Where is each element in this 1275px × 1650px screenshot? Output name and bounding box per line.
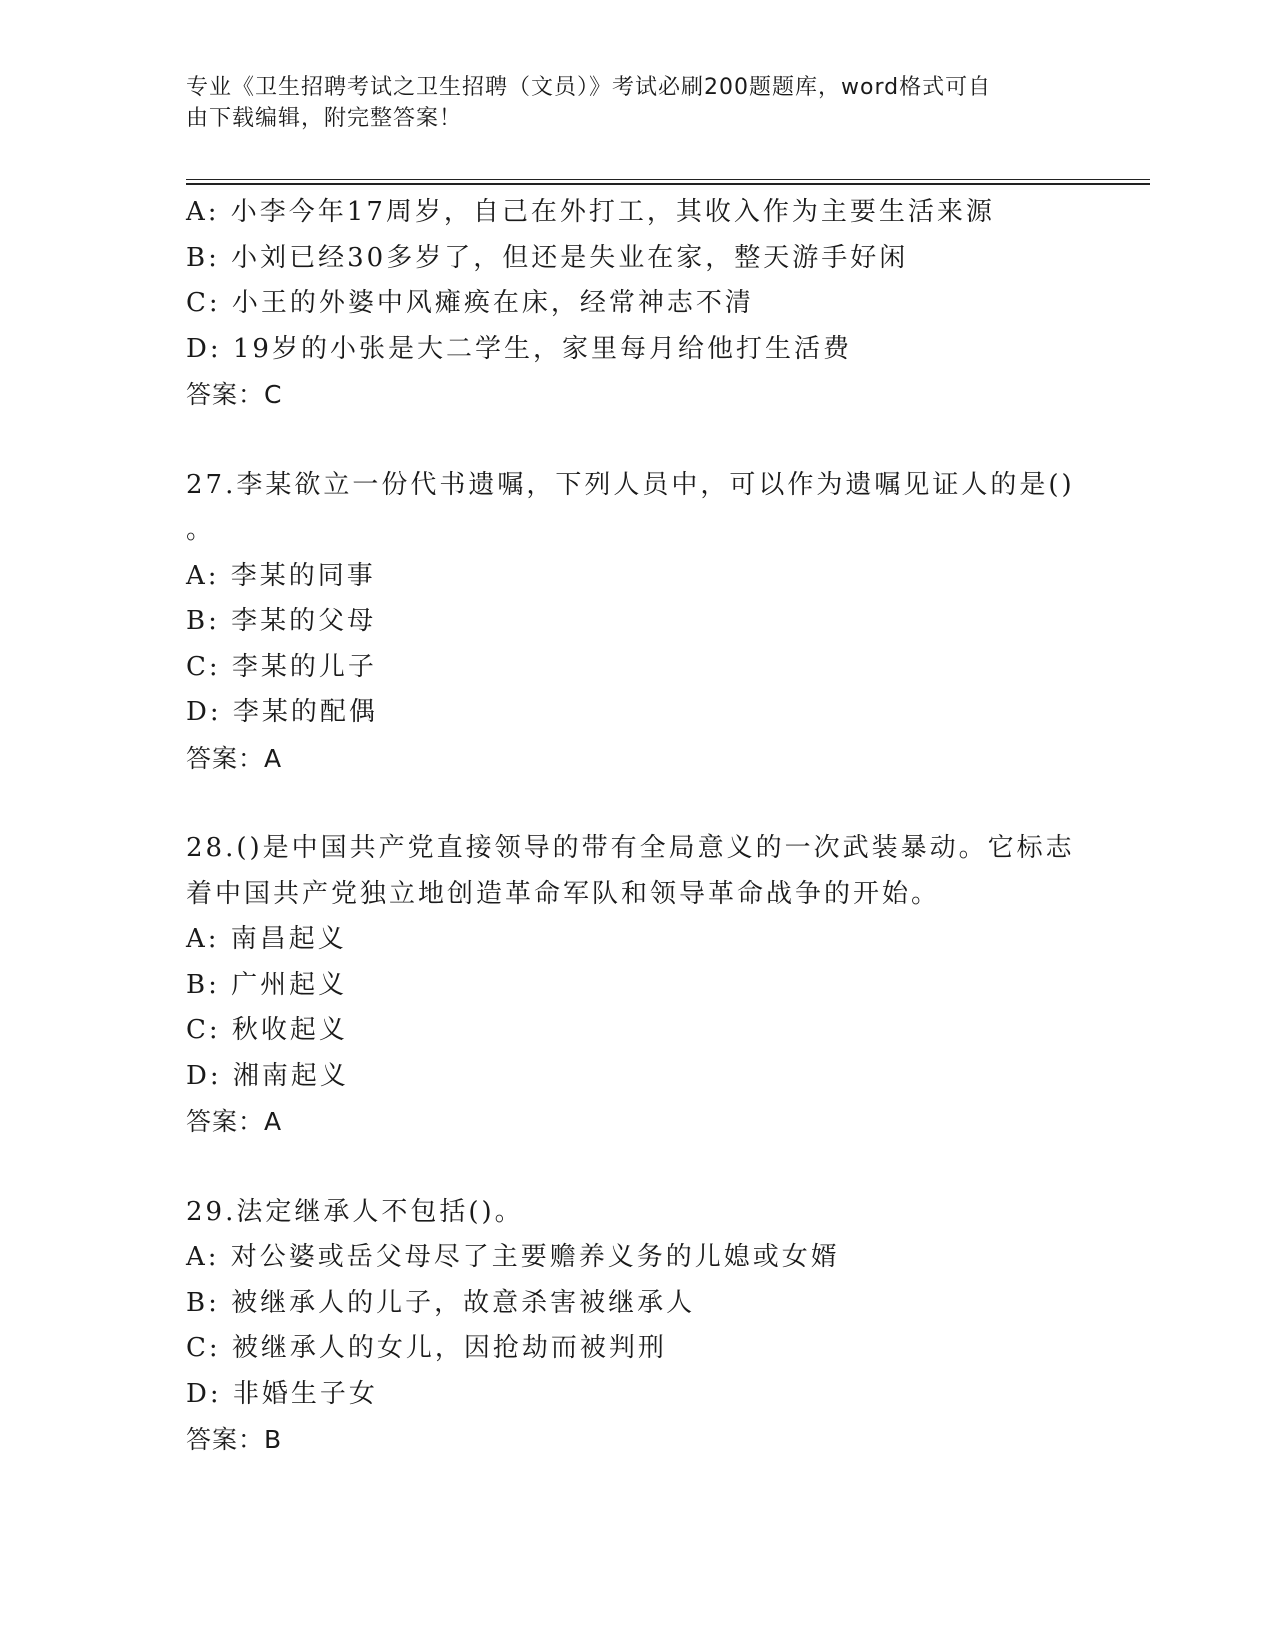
question-26 [186,190,1076,418]
document-header [186,72,1076,134]
option-a: A: 南昌起义 [186,924,347,954]
option-c: C: 李某的儿子 [186,651,377,682]
answer-line: 答案：A [186,743,283,773]
question-stem-line-1: 29.法定继承人不包括()。 [186,1196,524,1227]
header-divider-thick [186,183,1150,185]
question-stem-line-1: 27.李某欲立一份代书遗嘱，下列人员中，可以作为遗嘱见证人的是() [186,469,1075,500]
question-29 [186,1190,1076,1463]
header-title-line-2: 由下载编辑，附完整答案！ [186,106,463,131]
question-stem-line-1: 28.()是中国共产党直接领导的带有全局意义的一次武装暴动。它标志 [186,833,1075,863]
option-c: C: 被继承人的女儿，因抢劫而被判刑 [186,1333,667,1363]
option-c: C: 秋收起义 [186,1015,348,1045]
answer-line: 答案：B [186,1425,283,1454]
question-28 [186,826,1076,1145]
option-d: D: 19岁的小张是大二学生，家里每月给他打生活费 [186,333,852,364]
answer-line: 答案：C [186,380,283,409]
question-spacer [186,418,1076,463]
option-b: B: 被继承人的儿子，故意杀害被继承人 [186,1287,696,1318]
header-title-line-1: 专业《卫生招聘考试之卫生招聘（文员）》考试必刷200题题库，word格式可自 [186,75,992,100]
question-stem-line-2: 。 [186,515,216,545]
option-b: B: 李某的父母 [186,606,377,636]
question-stem-line-2: 着中国共产党独立地创造革命军队和领导革命战争的开始。 [186,878,941,909]
option-c: C: 小王的外婆中风瘫痪在床，经常神志不清 [186,288,754,318]
question-list [186,190,1076,1463]
question-spacer [186,1145,1076,1190]
option-d: D: 非婚生子女 [186,1378,378,1409]
question-27 [186,463,1076,782]
option-b: B: 广州起义 [186,969,348,1000]
answer-line: 答案：A [186,1107,283,1136]
option-a: A: 小李今年17周岁，自己在外打工，其收入作为主要生活来源 [186,197,995,227]
option-d: D: 湘南起义 [186,1060,349,1091]
question-spacer [186,781,1076,826]
header-divider-thin [186,179,1150,180]
option-a: A: 对公婆或岳父母尽了主要赡养义务的儿媳或女婿 [186,1242,840,1272]
option-a: A: 李某的同事 [186,560,376,591]
option-b: B: 小刘已经30多岁了，但还是失业在家，整天游手好闲 [186,242,909,273]
option-d: D: 李某的配偶 [186,697,378,727]
